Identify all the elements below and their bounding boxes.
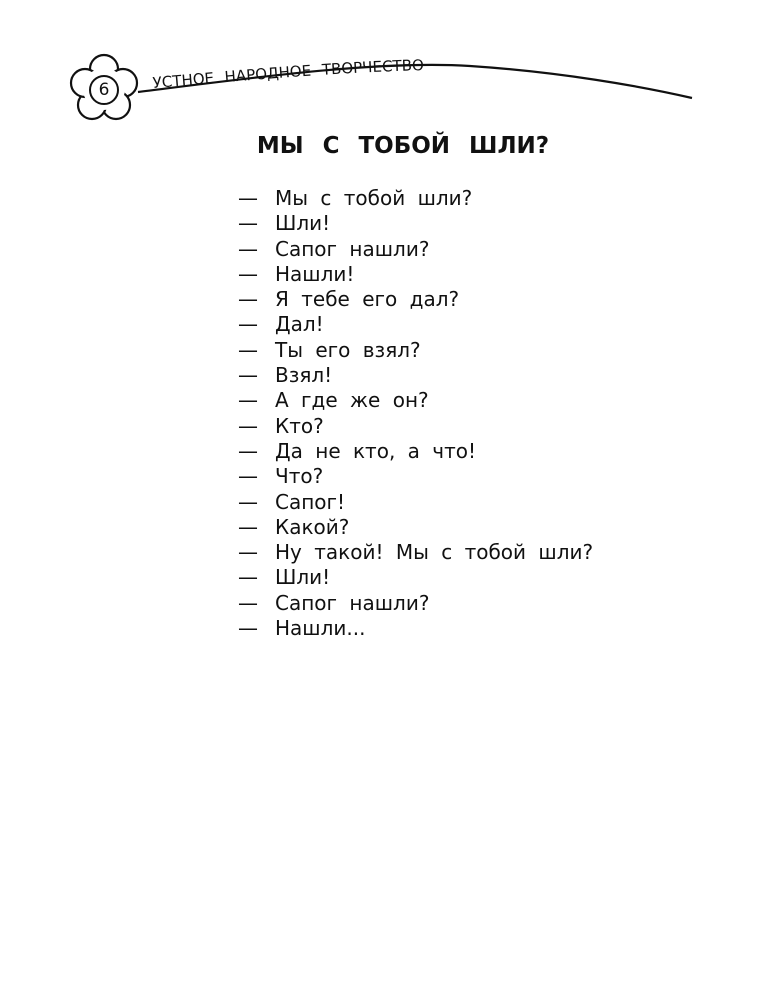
dash: — xyxy=(238,464,258,489)
poem-line-text: Какой? xyxy=(275,514,350,539)
poem-line xyxy=(238,515,593,540)
poem-line xyxy=(238,186,593,211)
poem-line xyxy=(238,591,593,616)
poem-line xyxy=(238,338,593,363)
dash: — xyxy=(238,287,258,312)
dash: — xyxy=(238,236,258,261)
section-title-text xyxy=(152,56,424,92)
poem-lines xyxy=(238,186,593,641)
poem-line xyxy=(238,414,593,439)
poem-line-text: Ты его взял? xyxy=(275,337,421,362)
dash: — xyxy=(238,186,258,210)
poem-line xyxy=(238,211,593,236)
poem-line xyxy=(238,237,593,262)
dash: — xyxy=(238,388,258,413)
poem-line xyxy=(238,439,593,464)
poem-line-text: Нашли! xyxy=(275,261,355,286)
poem-line-text: Ну такой! Мы с тобой шли? xyxy=(275,540,594,565)
poem-line-text: Я тебе его дал? xyxy=(275,287,460,312)
dash: — xyxy=(238,616,258,641)
poem-line-text: Сапог! xyxy=(275,489,346,514)
poem-line-text: Мы с тобой шли? xyxy=(275,186,473,210)
poem-line xyxy=(238,616,593,641)
poem-line-text: А где же он? xyxy=(275,388,429,413)
poem-line-text: Кто? xyxy=(275,413,324,438)
poem-line-text: Что? xyxy=(275,464,324,489)
dash: — xyxy=(238,540,258,565)
poem-line xyxy=(238,490,593,515)
dash: — xyxy=(238,590,258,615)
dash: — xyxy=(238,211,258,236)
poem-line xyxy=(238,363,593,388)
poem-line-text: Дал! xyxy=(275,312,324,337)
dash: — xyxy=(238,565,258,590)
poem-line-text: Да не кто, а что! xyxy=(275,438,476,463)
poem-line xyxy=(238,464,593,489)
poem-line xyxy=(238,540,593,565)
poem-line xyxy=(238,262,593,287)
poem-line-text: Взял! xyxy=(275,363,333,388)
dash: — xyxy=(238,514,258,539)
dash: — xyxy=(238,489,258,514)
dash: — xyxy=(238,312,258,337)
section-title xyxy=(0,0,759,140)
poem-line-text: Шли! xyxy=(275,565,331,590)
dash: — xyxy=(238,363,258,388)
dash: — xyxy=(238,261,258,286)
dash: — xyxy=(238,337,258,362)
poem-line xyxy=(238,287,593,312)
poem-line xyxy=(238,312,593,337)
poem-line-text: Сапог нашли? xyxy=(275,590,430,615)
poem-line-text: Нашли... xyxy=(275,616,366,641)
section-title-path: УСТНОЕ НАРОДНОЕ ТВОРЧЕСТВО xyxy=(151,56,425,92)
poem-title: МЫ С ТОБОЙ ШЛИ? xyxy=(256,133,550,159)
poem-line xyxy=(238,388,593,413)
page-number: 6 xyxy=(98,80,110,100)
poem-line-text: Сапог нашли? xyxy=(275,236,430,261)
dash: — xyxy=(238,438,258,463)
dash: — xyxy=(238,413,258,438)
poem-line-text: Шли! xyxy=(275,211,331,236)
poem-line xyxy=(238,565,593,590)
